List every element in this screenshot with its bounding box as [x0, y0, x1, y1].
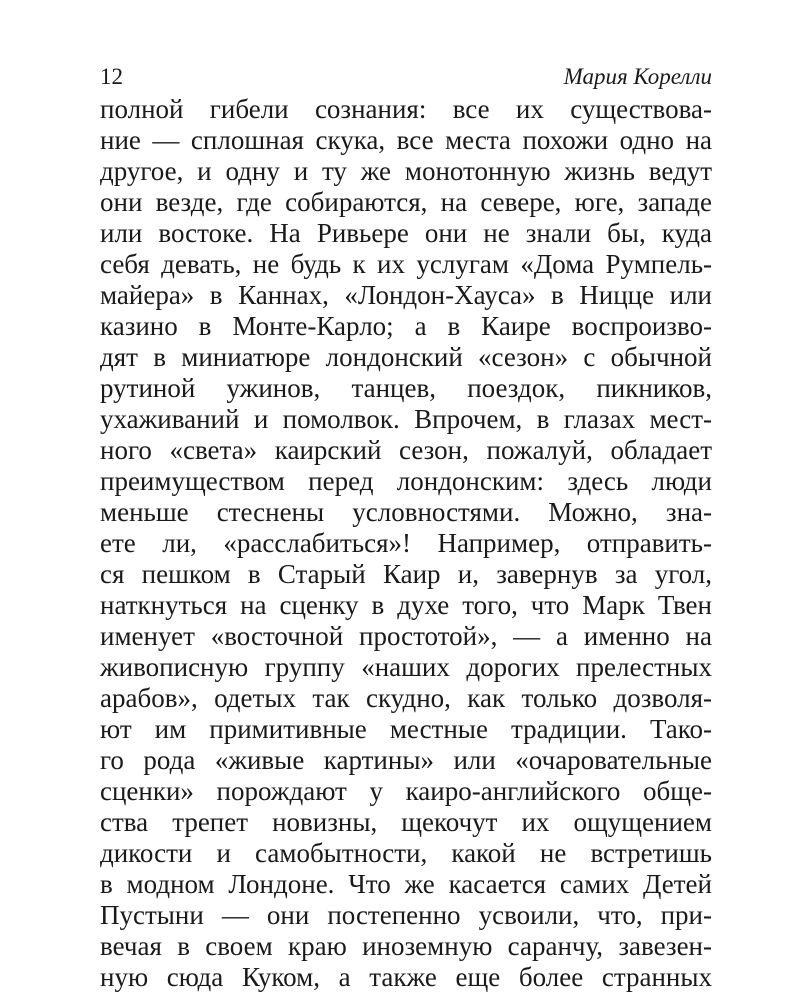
- page-number: 12: [100, 64, 123, 89]
- body-text: [100, 94, 712, 993]
- text-line: полной гибели сознания: все их существова-: [100, 94, 712, 124]
- text-line: именует «восточной простотой», — а именно на: [100, 621, 712, 651]
- text-line: ют им примитивные местные традиции. Тако-: [100, 714, 712, 744]
- text-line: рутиной ужинов, танцев, поездок, пикников,: [100, 373, 712, 403]
- text-line: ства трепет новизны, щекочут их ощущением: [100, 807, 712, 837]
- text-line: Пустыни — они постепенно усвоили, что, при-: [100, 900, 712, 930]
- text-line: арабов», одетых так скудно, как только дозволя-: [100, 683, 712, 713]
- text-line: в модном Лондоне. Что же касается самих Детей: [100, 869, 712, 899]
- text-line: дят в миниатюре лондонский «сезон» с обычной: [100, 342, 712, 372]
- running-head: [100, 62, 712, 92]
- running-head-author: Мария Корелли: [563, 64, 712, 89]
- text-line: преимуществом перед лондонским: здесь люди: [100, 466, 712, 496]
- text-line: наткнуться на сценку в духе того, что Марк Твен: [100, 590, 712, 620]
- text-line: казино в Монте-Карло; а в Каире воспроизво-: [100, 311, 712, 341]
- text-line: вечая в своем краю иноземную саранчу, завезен-: [100, 931, 712, 961]
- text-line: ние — сплошная скука, все места похожи одно на: [100, 125, 712, 155]
- text-line: ную сюда Куком, а также еще более странных: [100, 962, 712, 992]
- text-line: или востоке. На Ривьере они не знали бы, куда: [100, 218, 712, 248]
- text-line: сценки» порождают у каиро-английского обще-: [100, 776, 712, 806]
- text-line: живописную группу «наших дорогих прелестных: [100, 652, 712, 682]
- text-line: майера» в Каннах, «Лондон-Хауса» в Ницце или: [100, 280, 712, 310]
- text-line: меньше стеснены условностями. Можно, зна-: [100, 497, 712, 527]
- text-line: ете ли, «расслабиться»! Например, отправить-: [100, 528, 712, 558]
- text-line: ухаживаний и помолвок. Впрочем, в глазах мест-: [100, 404, 712, 434]
- text-line: они везде, где собираются, на севере, юге, западе: [100, 187, 712, 217]
- text-line: дикости и самобытности, какой не встретишь: [100, 838, 712, 868]
- text-line: себя девать, не будь к их услугам «Дома Румпель-: [100, 249, 712, 279]
- text-line: другое, и одну и ту же монотонную жизнь ведут: [100, 156, 712, 186]
- text-line: ного «света» каирский сезон, пожалуй, обладает: [100, 435, 712, 465]
- text-line: го рода «живые картины» или «очаровательные: [100, 745, 712, 775]
- text-line: ся пешком в Старый Каир и, завернув за угол,: [100, 559, 712, 589]
